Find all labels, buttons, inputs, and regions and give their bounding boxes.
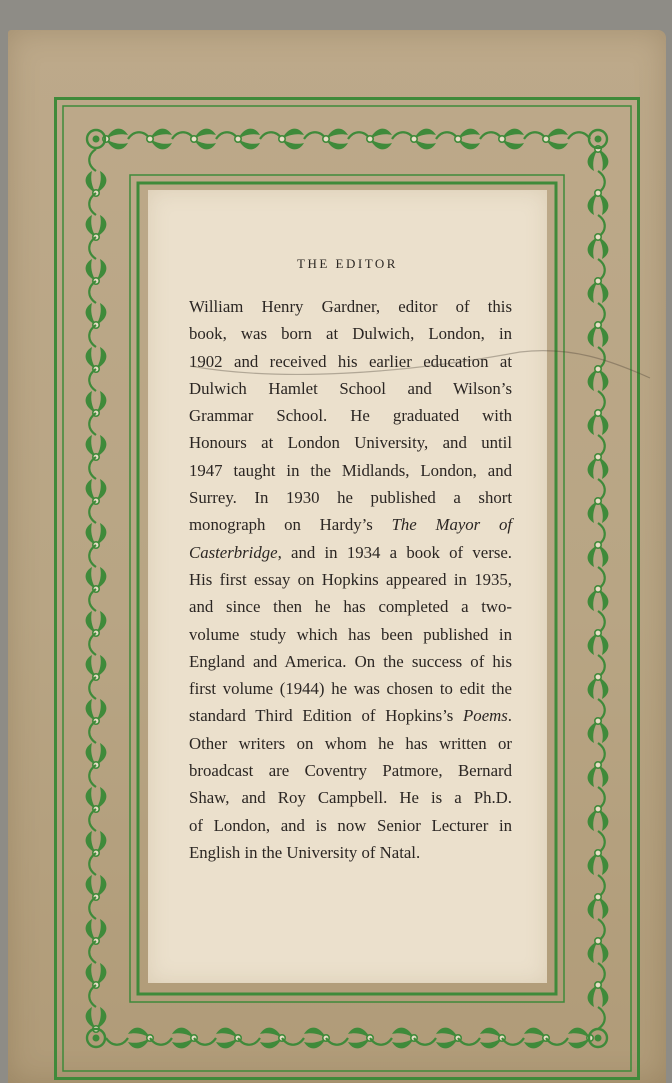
- bio-line: broadcast are Coventry Patmore, Bernard: [189, 761, 512, 781]
- book-title-italic: Poems: [463, 706, 508, 726]
- bio-line: England and America. On the success of his: [189, 651, 512, 671]
- bio-line: Dulwich Hamlet School and Wilson’s: [189, 378, 512, 398]
- bio-line: 1947 taught in the Midlands, London, and: [189, 460, 512, 480]
- bio-line: standard Third Edition of Hopkins’s Poems.: [189, 706, 512, 726]
- editor-biography: [189, 293, 512, 866]
- bio-line: Casterbridge, and in 1934 a book of verse.: [189, 542, 512, 562]
- page-heading: THE EDITOR: [297, 256, 398, 271]
- bio-line: volume study which has been published in: [189, 624, 512, 644]
- text-panel: [148, 190, 547, 983]
- bio-line: Other writers on whom he has written or: [189, 733, 512, 753]
- bio-line: first volume (1944) he was chosen to edit the: [189, 679, 512, 699]
- bio-line: His first essay on Hopkins appeared in 1935,: [189, 569, 512, 589]
- bio-line: and since then he has completed a two-: [189, 597, 512, 617]
- bio-line: monograph on Hardy’s The Mayor of: [189, 515, 512, 535]
- bio-line: book, was born at Dulwich, London, in: [189, 324, 512, 344]
- bio-line: Grammar School. He graduated with: [189, 406, 512, 426]
- bio-line: 1902 and received his earlier education at: [189, 351, 512, 371]
- bio-line: Shaw, and Roy Campbell. He is a Ph.D.: [189, 788, 512, 808]
- bio-line: Honours at London University, and until: [189, 433, 512, 453]
- book-back-cover: [8, 30, 666, 1083]
- bio-line: William Henry Gardner, editor of this: [189, 297, 512, 316]
- book-title-italic: The Mayor of: [391, 515, 512, 535]
- bio-line: Surrey. In 1930 he published a short: [189, 488, 512, 508]
- book-title-italic: Casterbridge: [189, 542, 278, 562]
- bio-line: English in the University of Natal.: [189, 842, 421, 862]
- bio-line: of London, and is now Senior Lecturer in: [189, 815, 512, 835]
